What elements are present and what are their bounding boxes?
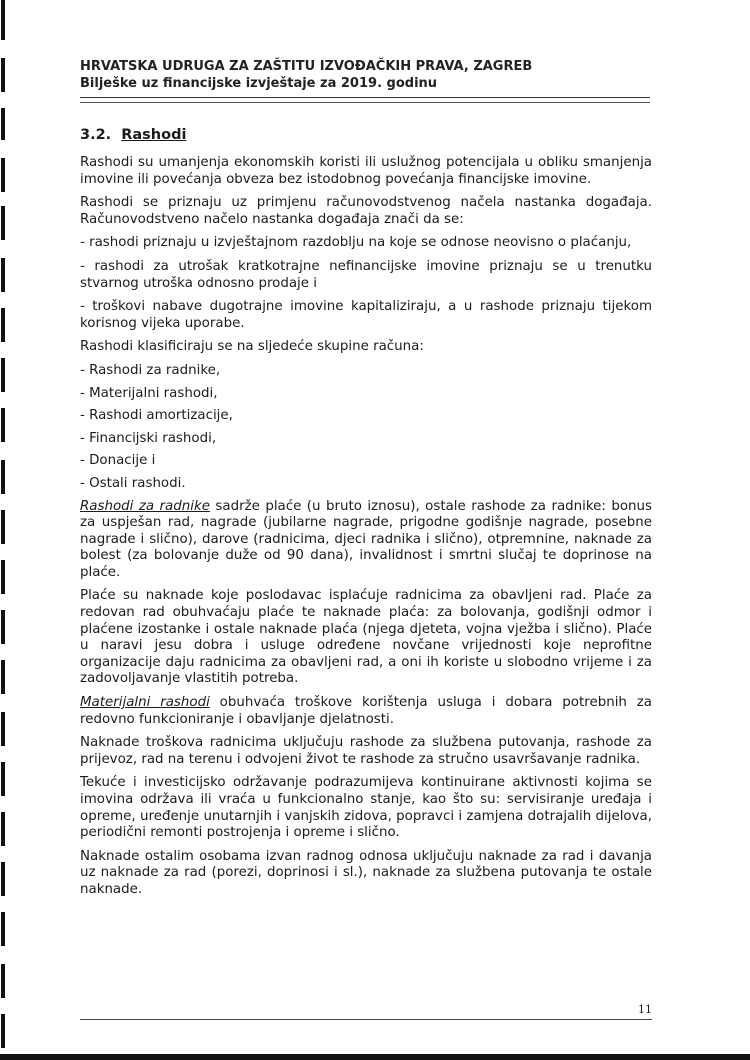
header-organization: HRVATSKA UDRUGA ZA ZAŠTITU IZVOĐAČKIH PRAVA, ZAGREB (80, 59, 533, 74)
recognition-item: - rashodi priznaju u izvještajnom razdoblju na koje se odnose neovisno o plaćanju, (80, 235, 632, 251)
classification-item: - Materijalni rashodi, (80, 385, 218, 401)
footer-rule (80, 1019, 652, 1020)
header-rule-thick (80, 97, 650, 98)
page-content (80, 126, 652, 906)
scan-bottom-edge (0, 1054, 750, 1060)
recognition-item: - troškovi nabave dugotrajne imovine kapitaliziraju, a u rashode priznaju tijekom korisnog vijeka uporabe. (80, 299, 652, 331)
document-header (80, 58, 650, 92)
paragraph-salaries: Plaće su naknade koje poslodavac isplaćuje radnicima za obavljeni rad. Plaće za redovan rad obuhvaćaju plaće te naknade plaća: za bolovanja, godišnji odmor i plaćene izostanke i ostale naknade plaća (njega djeteta, vojna vježba i slično). Plaće u naravi jesu dobra i usluge određene novčane vrijednosti koje neprofitne organizacije daju radnicima za obavljeni rad, a oni ih koriste u slobodno vrijeme i za zadovoljavanje vlastitih potreba. (80, 588, 652, 687)
paragraph-recognition: Rashodi se priznaju uz primjenu računovodstvenog načela nastanka događaja. Računovodstveno načelo nastanka događaja znači da se: (80, 195, 652, 227)
paragraph-employee-expenses (80, 499, 652, 582)
paragraph-lead-term: Rashodi za radnike (80, 498, 210, 514)
header-document-title: Bilješke uz financijske izvještaje za 2019. godinu (80, 76, 438, 91)
header-rule-thin (80, 102, 650, 103)
section-heading (80, 126, 652, 144)
recognition-item: - rashodi za utrošak kratkotrajne nefinancijske imovine priznaju se u trenutku stvarnog utroška odnosno prodaje i (80, 258, 652, 291)
paragraph-body: sadrže plaće (u bruto iznosu), ostale rashode za radnike: bonus za uspješan rad, nagrade (jubilarne nagrade, prigodne godišnje nagrade, posebne nagrade i slično), darove (radnicima, djeci radnika i slično), otpremnine, naknade za bolest (za bolovanje duže od 90 dana), invalidnost i smrtni slučaj te doprinose na plaće. (80, 498, 653, 580)
section-number: 3.2. (80, 127, 112, 143)
classification-item: - Rashodi za radnike, (80, 362, 221, 378)
paragraph-material-expenses (80, 695, 652, 728)
paragraph-maintenance: Tekuće i investicijsko održavanje podrazumijeva kontinuirane aktivnosti kojima se imovina održava ili vraća u funkcionalno stanje, kao što su: servisiranje uređaja i opreme, uređenje unutarnjih i vanjskih zidova, popravci i zamjena dotrajalih dijelova, periodični remonti postrojenja i opreme i slično. (80, 775, 652, 841)
classification-item: - Donacije i (80, 453, 156, 469)
scan-edge-marks (0, 0, 6, 1060)
paragraph-definition: Rashodi su umanjenja ekonomskih koristi ili uslužnog potencijala u obliku smanjenja imovine ili povećanja obveza bez istodobnog povećanja financijske imovine. (80, 155, 652, 187)
page-number: 11 (638, 1003, 652, 1016)
paragraph-classification: Rashodi klasificiraju se na sljedeće skupine računa: (80, 339, 424, 355)
paragraph-lead-term: Materijalni rashodi (80, 695, 210, 711)
paragraph-other-persons: Naknade ostalim osobama izvan radnog odnosa uključuju naknade za rad i davanja uz naknade za rad (porezi, doprinosi i sl.), naknade za službena putovanja te ostale naknade. (80, 848, 652, 897)
section-title: Rashodi (121, 127, 187, 143)
classification-item: - Rashodi amortizacije, (80, 408, 233, 424)
paragraph-body: obuhvaća troškove korištenja usluga i dobara potrebnih za redovno funkcioniranje i obavljanje djelatnosti. (80, 695, 653, 727)
classification-item: - Ostali rashodi. (80, 475, 186, 491)
paragraph-cost-compensation: Naknade troškova radnicima uključuju rashode za službena putovanja, rashode za prijevoz, rad na terenu i odvojeni život te rashode za stručno usavršavanje radnika. (80, 735, 652, 767)
classification-item: - Financijski rashodi, (80, 430, 217, 446)
